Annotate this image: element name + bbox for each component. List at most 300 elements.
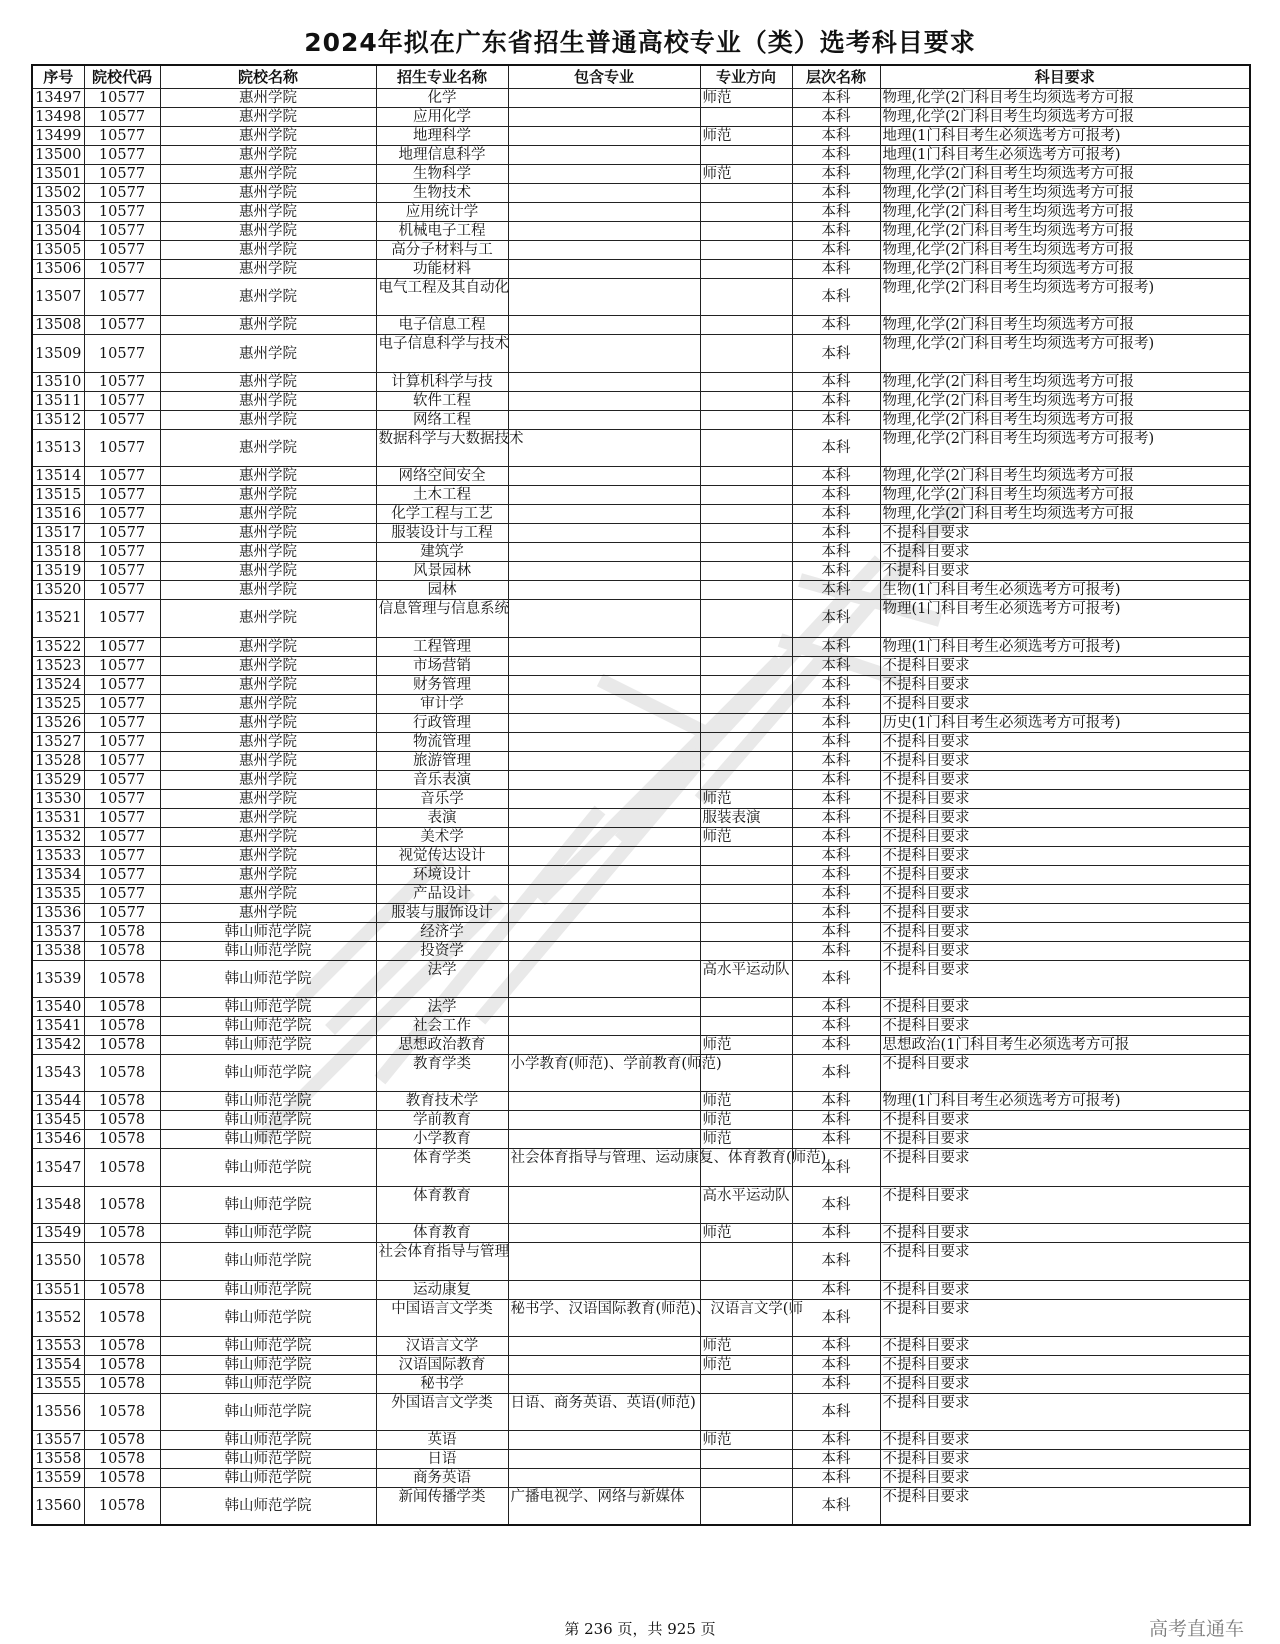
table-row (32, 960, 1250, 997)
major-direction: 师范 (700, 789, 792, 808)
major-direction (700, 846, 792, 865)
subject-requirement: 不提科目要求 (880, 562, 1250, 581)
subject-requirement: 不提科目要求 (880, 1054, 1250, 1091)
level-name: 本科 (792, 789, 880, 808)
level-name: 本科 (792, 316, 880, 335)
major-direction (700, 410, 792, 429)
level-name: 本科 (792, 713, 880, 732)
school-code: 10577 (84, 222, 160, 241)
major-direction (700, 372, 792, 391)
column-header: 招生专业名称 (376, 65, 508, 89)
column-header: 序号 (32, 65, 84, 89)
school-code: 10577 (84, 410, 160, 429)
school-name: 惠州学院 (160, 846, 376, 865)
subject-requirement: 不提科目要求 (880, 1280, 1250, 1299)
major-name: 经济学 (376, 922, 508, 941)
school-name: 韩山师范学院 (160, 1243, 376, 1280)
major-direction (700, 694, 792, 713)
table-row (32, 241, 1250, 260)
table-row (32, 562, 1250, 581)
major-name: 表演 (376, 808, 508, 827)
included-majors (508, 562, 700, 581)
column-header: 院校名称 (160, 65, 376, 89)
row-index: 13508 (32, 316, 84, 335)
row-index: 13498 (32, 108, 84, 127)
subject-requirement: 不提科目要求 (880, 1488, 1250, 1525)
major-direction: 师范 (700, 89, 792, 108)
level-name: 本科 (792, 656, 880, 675)
major-name: 生物科学 (376, 165, 508, 184)
row-index: 13510 (32, 372, 84, 391)
level-name: 本科 (792, 1149, 880, 1186)
school-code: 10577 (84, 279, 160, 316)
level-name: 本科 (792, 165, 880, 184)
major-name: 风景园林 (376, 562, 508, 581)
major-name: 高分子材料与工 (376, 241, 508, 260)
row-index: 13503 (32, 203, 84, 222)
row-index: 13543 (32, 1054, 84, 1091)
major-name: 产品设计 (376, 884, 508, 903)
major-direction (700, 903, 792, 922)
major-direction: 高水平运动队 (700, 960, 792, 997)
school-name: 韩山师范学院 (160, 1299, 376, 1336)
school-code: 10578 (84, 941, 160, 960)
school-name: 惠州学院 (160, 884, 376, 903)
level-name: 本科 (792, 581, 880, 600)
included-majors (508, 732, 700, 751)
table-row (32, 505, 1250, 524)
level-name: 本科 (792, 846, 880, 865)
level-name: 本科 (792, 524, 880, 543)
page-footer: 第 236 页，共 925 页 (564, 1620, 716, 1638)
major-name: 法学 (376, 960, 508, 997)
school-name: 韩山师范学院 (160, 1149, 376, 1186)
row-index: 13497 (32, 89, 84, 108)
table-row (32, 1355, 1250, 1374)
school-name: 惠州学院 (160, 486, 376, 505)
major-name: 汉语言文学 (376, 1336, 508, 1355)
included-majors (508, 600, 700, 637)
row-index: 13560 (32, 1488, 84, 1525)
school-name: 惠州学院 (160, 260, 376, 279)
table-row (32, 1186, 1250, 1223)
major-name: 建筑学 (376, 543, 508, 562)
major-name: 服装与服饰设计 (376, 903, 508, 922)
major-direction (700, 713, 792, 732)
major-direction: 师范 (700, 1035, 792, 1054)
level-name: 本科 (792, 1092, 880, 1111)
included-majors (508, 713, 700, 732)
level-name: 本科 (792, 222, 880, 241)
included-majors (508, 1336, 700, 1355)
subject-requirement: 地理(1门科目考生必须选考方可报考) (880, 127, 1250, 146)
included-majors (508, 1243, 700, 1280)
school-name: 惠州学院 (160, 467, 376, 486)
major-direction: 师范 (700, 1355, 792, 1374)
school-name: 韩山师范学院 (160, 1355, 376, 1374)
table-row (32, 279, 1250, 316)
row-index: 13538 (32, 941, 84, 960)
major-name: 投资学 (376, 941, 508, 960)
row-index: 13554 (32, 1355, 84, 1374)
school-name: 惠州学院 (160, 713, 376, 732)
school-code: 10577 (84, 846, 160, 865)
subject-requirement: 物理,化学(2门科目考生均须选考方可报 (880, 467, 1250, 486)
major-name: 工程管理 (376, 637, 508, 656)
table-row (32, 1016, 1250, 1035)
level-name: 本科 (792, 241, 880, 260)
row-index: 13558 (32, 1450, 84, 1469)
school-name: 惠州学院 (160, 89, 376, 108)
major-direction (700, 524, 792, 543)
included-majors (508, 865, 700, 884)
major-name: 社会体育指导与管理 (376, 1243, 508, 1280)
row-index: 13517 (32, 524, 84, 543)
school-name: 惠州学院 (160, 524, 376, 543)
school-name: 惠州学院 (160, 335, 376, 372)
school-name: 韩山师范学院 (160, 1111, 376, 1130)
school-name: 惠州学院 (160, 429, 376, 466)
school-code: 10578 (84, 1355, 160, 1374)
included-majors (508, 1130, 700, 1149)
level-name: 本科 (792, 960, 880, 997)
major-name: 电子信息科学与技术 (376, 335, 508, 372)
major-name: 信息管理与信息系统 (376, 600, 508, 637)
school-name: 惠州学院 (160, 865, 376, 884)
school-code: 10577 (84, 827, 160, 846)
row-index: 13526 (32, 713, 84, 732)
school-code: 10578 (84, 1054, 160, 1091)
major-name: 化学 (376, 89, 508, 108)
school-code: 10577 (84, 89, 160, 108)
row-index: 13542 (32, 1035, 84, 1054)
included-majors (508, 372, 700, 391)
row-index: 13559 (32, 1469, 84, 1488)
school-name: 韩山师范学院 (160, 1431, 376, 1450)
included-majors (508, 429, 700, 466)
major-direction (700, 922, 792, 941)
school-name: 惠州学院 (160, 184, 376, 203)
school-name: 惠州学院 (160, 675, 376, 694)
table-row (32, 922, 1250, 941)
row-index: 13507 (32, 279, 84, 316)
school-name: 惠州学院 (160, 732, 376, 751)
level-name: 本科 (792, 410, 880, 429)
level-name: 本科 (792, 89, 880, 108)
included-majors (508, 467, 700, 486)
subject-requirement: 不提科目要求 (880, 1469, 1250, 1488)
subject-requirement: 物理,化学(2门科目考生均须选考方可报 (880, 260, 1250, 279)
included-majors (508, 316, 700, 335)
school-code: 10577 (84, 127, 160, 146)
level-name: 本科 (792, 884, 880, 903)
included-majors (508, 1186, 700, 1223)
level-name: 本科 (792, 146, 880, 165)
level-name: 本科 (792, 865, 880, 884)
included-majors (508, 1431, 700, 1450)
table-row (32, 770, 1250, 789)
school-name: 韩山师范学院 (160, 1280, 376, 1299)
major-name: 秘书学 (376, 1374, 508, 1393)
major-direction (700, 184, 792, 203)
level-name: 本科 (792, 467, 880, 486)
school-code: 10578 (84, 1450, 160, 1469)
table-row (32, 941, 1250, 960)
subject-requirement: 物理,化学(2门科目考生均须选考方可报 (880, 222, 1250, 241)
school-name: 惠州学院 (160, 241, 376, 260)
level-name: 本科 (792, 1243, 880, 1280)
included-majors: 秘书学、汉语国际教育(师范)、汉语言文学(师 (508, 1299, 700, 1336)
included-majors (508, 335, 700, 372)
school-code: 10578 (84, 960, 160, 997)
major-name: 音乐学 (376, 789, 508, 808)
table-row (32, 846, 1250, 865)
included-majors (508, 1224, 700, 1243)
school-name: 韩山师范学院 (160, 1393, 376, 1430)
table-row (32, 1374, 1250, 1393)
table-row (32, 316, 1250, 335)
school-name: 韩山师范学院 (160, 1469, 376, 1488)
subject-requirement: 地理(1门科目考生必须选考方可报考) (880, 146, 1250, 165)
major-name: 体育教育 (376, 1186, 508, 1223)
table-row (32, 486, 1250, 505)
table-row (32, 808, 1250, 827)
major-name: 美术学 (376, 827, 508, 846)
school-code: 10577 (84, 335, 160, 372)
subject-requirement: 思想政治(1门科目考生必须选考方可报 (880, 1035, 1250, 1054)
included-majors (508, 770, 700, 789)
row-index: 13548 (32, 1186, 84, 1223)
level-name: 本科 (792, 505, 880, 524)
school-code: 10577 (84, 260, 160, 279)
school-code: 10578 (84, 1149, 160, 1186)
row-index: 13540 (32, 997, 84, 1016)
school-code: 10578 (84, 1299, 160, 1336)
major-direction (700, 865, 792, 884)
major-name: 审计学 (376, 694, 508, 713)
level-name: 本科 (792, 770, 880, 789)
major-name: 教育技术学 (376, 1092, 508, 1111)
school-code: 10577 (84, 789, 160, 808)
subject-requirement: 不提科目要求 (880, 1299, 1250, 1336)
included-majors (508, 1111, 700, 1130)
school-code: 10577 (84, 316, 160, 335)
column-header: 专业方向 (700, 65, 792, 89)
level-name: 本科 (792, 637, 880, 656)
school-code: 10577 (84, 751, 160, 770)
major-name: 土木工程 (376, 486, 508, 505)
school-code: 10577 (84, 637, 160, 656)
level-name: 本科 (792, 108, 880, 127)
level-name: 本科 (792, 675, 880, 694)
major-direction (700, 222, 792, 241)
subject-requirement: 不提科目要求 (880, 1355, 1250, 1374)
major-direction (700, 997, 792, 1016)
table-row (32, 1054, 1250, 1091)
major-direction (700, 581, 792, 600)
row-index: 13551 (32, 1280, 84, 1299)
school-code: 10578 (84, 1016, 160, 1035)
included-majors (508, 260, 700, 279)
major-direction: 高水平运动队 (700, 1186, 792, 1223)
subject-requirement: 不提科目要求 (880, 694, 1250, 713)
subject-requirement: 不提科目要求 (880, 884, 1250, 903)
column-header: 科目要求 (880, 65, 1250, 89)
major-name: 汉语国际教育 (376, 1355, 508, 1374)
brand-watermark: 高考直通车 (1148, 1618, 1244, 1640)
table-row (32, 1450, 1250, 1469)
subject-requirement: 物理,化学(2门科目考生均须选考方可报考) (880, 429, 1250, 466)
level-name: 本科 (792, 279, 880, 316)
major-direction (700, 1243, 792, 1280)
level-name: 本科 (792, 486, 880, 505)
major-direction (700, 941, 792, 960)
subject-requirement: 不提科目要求 (880, 997, 1250, 1016)
level-name: 本科 (792, 1488, 880, 1525)
major-name: 生物技术 (376, 184, 508, 203)
table-row (32, 637, 1250, 656)
subject-requirement: 不提科目要求 (880, 770, 1250, 789)
major-name: 网络空间安全 (376, 467, 508, 486)
major-name: 电子信息工程 (376, 316, 508, 335)
subject-requirement: 物理,化学(2门科目考生均须选考方可报 (880, 410, 1250, 429)
level-name: 本科 (792, 732, 880, 751)
included-majors: 小学教育(师范)、学前教育(师范) (508, 1054, 700, 1091)
school-name: 惠州学院 (160, 581, 376, 600)
level-name: 本科 (792, 1431, 880, 1450)
included-majors (508, 1016, 700, 1035)
row-index: 13512 (32, 410, 84, 429)
major-direction: 服装表演 (700, 808, 792, 827)
table-row (32, 89, 1250, 108)
major-direction (700, 146, 792, 165)
school-name: 惠州学院 (160, 222, 376, 241)
included-majors (508, 203, 700, 222)
school-name: 韩山师范学院 (160, 1092, 376, 1111)
school-name: 韩山师范学院 (160, 1374, 376, 1393)
table-row (32, 1035, 1250, 1054)
school-code: 10577 (84, 146, 160, 165)
school-name: 惠州学院 (160, 127, 376, 146)
school-code: 10577 (84, 391, 160, 410)
table-row (32, 1469, 1250, 1488)
major-direction (700, 391, 792, 410)
row-index: 13500 (32, 146, 84, 165)
major-direction (700, 1016, 792, 1035)
school-code: 10578 (84, 1243, 160, 1280)
table-row (32, 675, 1250, 694)
table-row (32, 1393, 1250, 1430)
table-row (32, 335, 1250, 372)
row-index: 13529 (32, 770, 84, 789)
major-name: 视觉传达设计 (376, 846, 508, 865)
major-name: 地理信息科学 (376, 146, 508, 165)
row-index: 13523 (32, 656, 84, 675)
school-name: 惠州学院 (160, 903, 376, 922)
subject-requirement: 物理,化学(2门科目考生均须选考方可报 (880, 108, 1250, 127)
level-name: 本科 (792, 1374, 880, 1393)
included-majors (508, 543, 700, 562)
table-header-row (32, 65, 1250, 89)
included-majors (508, 884, 700, 903)
row-index: 13505 (32, 241, 84, 260)
included-majors (508, 581, 700, 600)
major-name: 应用化学 (376, 108, 508, 127)
major-direction: 师范 (700, 1092, 792, 1111)
major-direction (700, 543, 792, 562)
subject-requirement: 不提科目要求 (880, 675, 1250, 694)
major-direction: 师范 (700, 1431, 792, 1450)
table-row (32, 865, 1250, 884)
school-code: 10577 (84, 165, 160, 184)
subject-requirement: 历史(1门科目考生必须选考方可报考) (880, 713, 1250, 732)
table-row (32, 146, 1250, 165)
school-code: 10578 (84, 997, 160, 1016)
subject-requirement: 不提科目要求 (880, 656, 1250, 675)
row-index: 13502 (32, 184, 84, 203)
level-name: 本科 (792, 1450, 880, 1469)
major-direction: 师范 (700, 1336, 792, 1355)
major-direction (700, 1393, 792, 1430)
level-name: 本科 (792, 903, 880, 922)
major-name: 日语 (376, 1450, 508, 1469)
school-code: 10577 (84, 713, 160, 732)
table-row (32, 789, 1250, 808)
table-row (32, 732, 1250, 751)
school-name: 韩山师范学院 (160, 1450, 376, 1469)
page-title: 2024年拟在广东省招生普通高校专业（类）选考科目要求 (304, 28, 976, 57)
included-majors (508, 751, 700, 770)
included-majors (508, 960, 700, 997)
included-majors: 广播电视学、网络与新媒体 (508, 1488, 700, 1525)
subject-requirement: 不提科目要求 (880, 960, 1250, 997)
row-index: 13525 (32, 694, 84, 713)
table-row (32, 1431, 1250, 1450)
row-index: 13544 (32, 1092, 84, 1111)
major-direction: 师范 (700, 827, 792, 846)
major-direction (700, 429, 792, 466)
row-index: 13522 (32, 637, 84, 656)
school-code: 10578 (84, 922, 160, 941)
row-index: 13547 (32, 1149, 84, 1186)
level-name: 本科 (792, 1016, 880, 1035)
subject-requirement: 不提科目要求 (880, 1130, 1250, 1149)
table-row (32, 1224, 1250, 1243)
major-direction (700, 279, 792, 316)
level-name: 本科 (792, 751, 880, 770)
level-name: 本科 (792, 562, 880, 581)
school-name: 惠州学院 (160, 391, 376, 410)
major-direction (700, 335, 792, 372)
subject-requirement: 物理,化学(2门科目考生均须选考方可报 (880, 89, 1250, 108)
level-name: 本科 (792, 372, 880, 391)
row-index: 13501 (32, 165, 84, 184)
subject-requirement: 物理,化学(2门科目考生均须选考方可报 (880, 505, 1250, 524)
major-direction (700, 108, 792, 127)
major-direction (700, 1450, 792, 1469)
school-code: 10577 (84, 241, 160, 260)
table-row (32, 429, 1250, 466)
subject-requirement: 不提科目要求 (880, 1374, 1250, 1393)
row-index: 13537 (32, 922, 84, 941)
table-row (32, 222, 1250, 241)
school-name: 惠州学院 (160, 543, 376, 562)
subject-requirement: 不提科目要求 (880, 941, 1250, 960)
included-majors (508, 108, 700, 127)
level-name: 本科 (792, 543, 880, 562)
level-name: 本科 (792, 997, 880, 1016)
subject-requirement: 不提科目要求 (880, 827, 1250, 846)
